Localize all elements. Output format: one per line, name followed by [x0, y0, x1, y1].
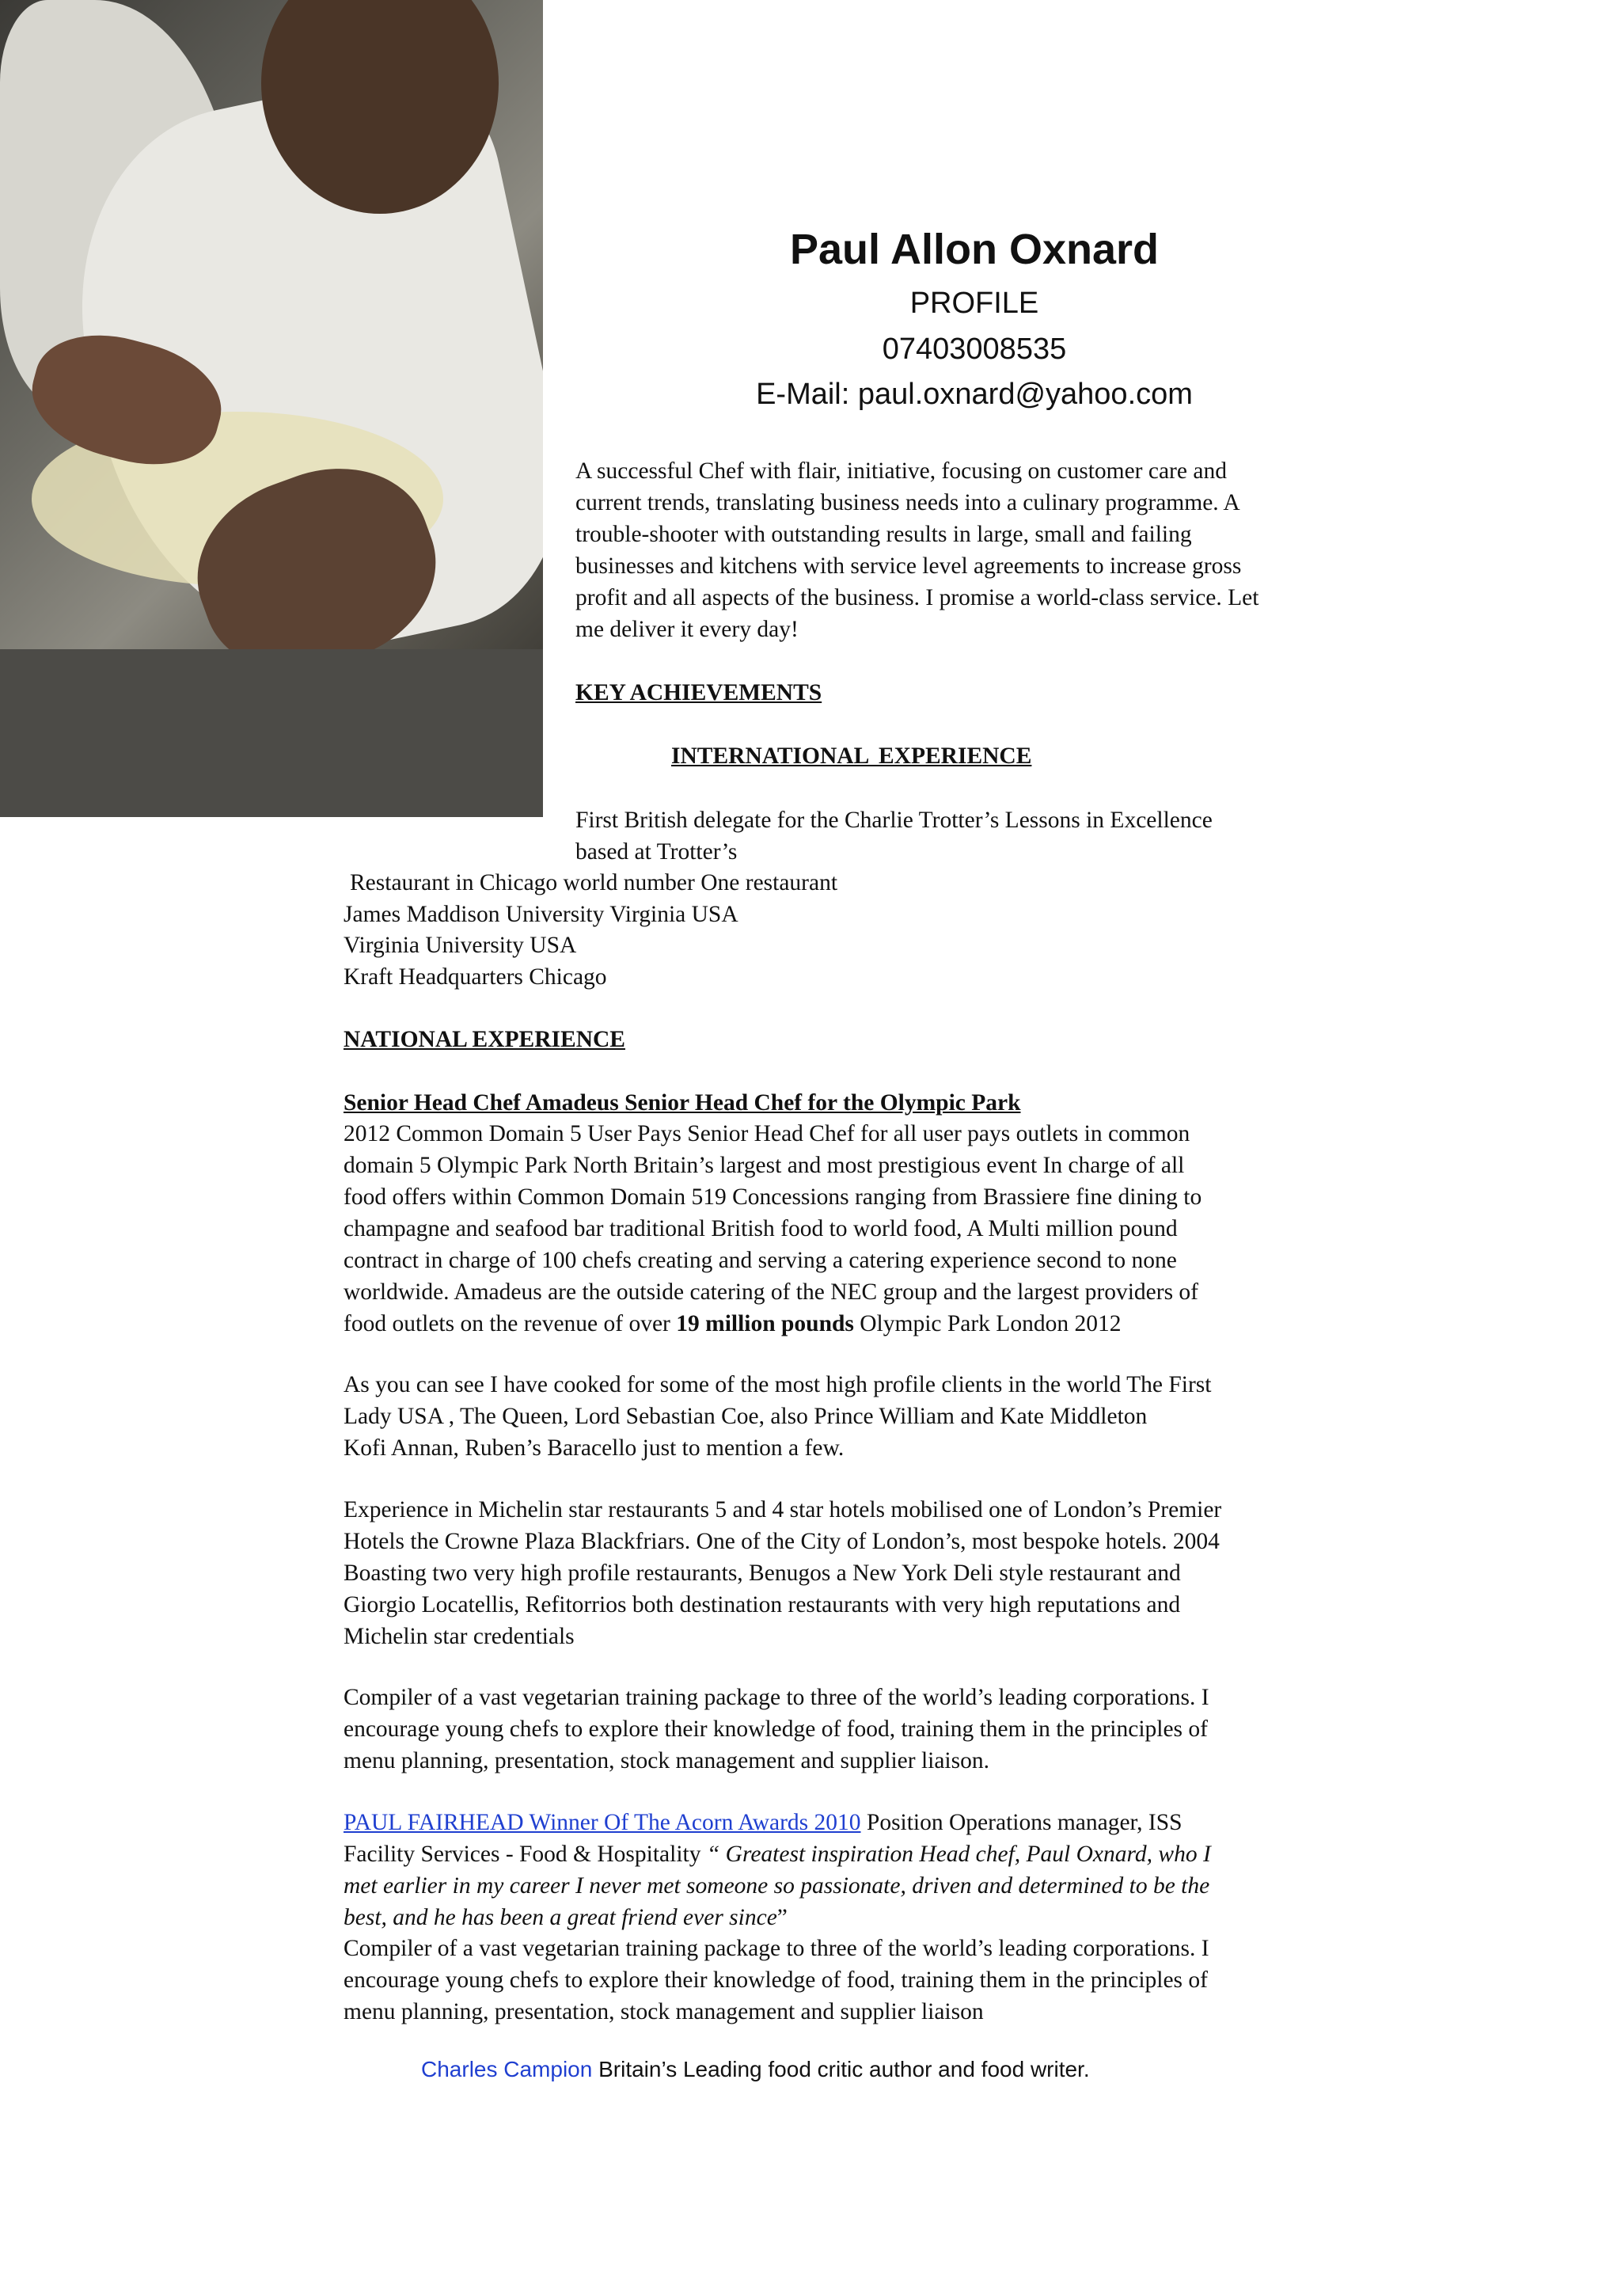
critic-description: Britain’s Leading food critic author and food writer. — [592, 2057, 1090, 2081]
phone-number: 07403008535 — [882, 333, 1067, 366]
testimonial-paragraph — [344, 1807, 1396, 1933]
key-achievements-heading: KEY ACHIEVEMENTS — [575, 680, 822, 705]
text-line: Compiler of a vast vegetarian training package to three of the world’s leading corporations. I — [344, 1936, 1209, 1961]
quote-text: “ Greatest inspiration Head chef, Paul Oxnard, who I — [706, 1842, 1211, 1867]
international-heading: INTERNATIONAL EXPERIENCE — [671, 743, 1032, 769]
intro-paragraph — [575, 455, 1391, 645]
text-line: menu planning, presentation, stock management and supplier liaison — [344, 1999, 984, 2024]
text-line: Hotels the Crowne Plaza Blackfriars. One of the City of London’s, most bespoke hotels. 2004 — [344, 1529, 1220, 1554]
text-line: champagne and seafood bar traditional British food to world food, A Multi million pound — [344, 1216, 1178, 1241]
quote-text: best, and he has been a great friend ever since — [344, 1905, 777, 1930]
compiler-paragraph — [344, 1682, 1396, 1777]
text-line: As you can see I have cooked for some of the most high profile clients in the world The First — [344, 1372, 1212, 1397]
text-line — [344, 1870, 1396, 1902]
email-address: E-Mail: paul.oxnard@yahoo.com — [756, 378, 1193, 411]
text-line — [344, 1308, 1396, 1340]
text-line: domain 5 Olympic Park North Britain’s largest and most prestigious event In charge of all — [344, 1153, 1185, 1178]
text-span: ” — [776, 1905, 788, 1930]
text-line: businesses and kitchens with service level agreements to increase gross — [575, 553, 1242, 579]
compiler-paragraph-2 — [344, 1933, 1396, 2028]
senior-chef-heading: Senior Head Chef Amadeus Senior Head Chef for the Olympic Park — [344, 1090, 1021, 1116]
text-line: trouble-shooter with outstanding results in large, small and failing — [575, 522, 1192, 547]
text-span: Olympic Park London 2012 — [853, 1311, 1122, 1336]
text-line: contract in charge of 100 chefs creating and serving a catering experience second to none — [344, 1248, 1177, 1273]
text-span: Position Operations manager, ISS — [860, 1810, 1183, 1835]
text-line: encourage young chefs to explore their knowledge of food, training them in the principles of — [344, 1716, 1208, 1742]
intl-line: based at Trotter’s — [575, 839, 738, 865]
olympic-paragraph — [344, 1118, 1396, 1340]
intl-line: Virginia University USA — [344, 933, 577, 958]
text-line: Boasting two very high profile restaurants, Benugos a New York Deli style restaurant and — [344, 1560, 1181, 1586]
national-heading: NATIONAL EXPERIENCE — [344, 1027, 625, 1052]
text-line — [344, 1838, 1396, 1870]
text-line — [344, 1807, 1396, 1838]
text-line: worldwide. Amadeus are the outside catering of the NEC group and the largest providers of — [344, 1279, 1199, 1305]
text-line: me deliver it every day! — [575, 617, 799, 642]
text-span: food outlets on the revenue of over — [344, 1311, 677, 1336]
profile-label: PROFILE — [909, 287, 1039, 320]
revenue-figure: 19 million pounds — [676, 1311, 854, 1336]
text-line: Experience in Michelin star restaurants 5 and 4 star hotels mobilised one of London’s Premier — [344, 1497, 1222, 1522]
clients-paragraph — [344, 1369, 1396, 1464]
person-name: Paul Allon Oxnard — [789, 226, 1160, 273]
paul-fairhead-link[interactable]: PAUL FAIRHEAD Winner Of The Acorn Awards 2010 — [344, 1810, 861, 1835]
text-line — [344, 1902, 1396, 1933]
critic-caption — [421, 2057, 1090, 2082]
text-line: profit and all aspects of the business. I promise a world-class service. Let — [575, 585, 1259, 610]
text-line: current trends, translating business needs into a culinary programme. A — [575, 490, 1240, 515]
text-line: Lady USA , The Queen, Lord Sebastian Coe, also Prince William and Kate Middleton — [344, 1404, 1148, 1429]
text-line: A successful Chef with flair, initiative, focusing on customer care and — [575, 458, 1227, 484]
text-line: Kofi Annan, Ruben’s Baracello just to mention a few. — [344, 1435, 845, 1461]
intl-line: James Maddison University Virginia USA — [344, 902, 738, 927]
quote-text: met earlier in my career I never met someone so passionate, driven and determined to be the — [344, 1873, 1210, 1899]
intl-line: Kraft Headquarters Chicago — [344, 964, 607, 990]
intl-line: First British delegate for the Charlie Trotter’s Lessons in Excellence — [575, 808, 1213, 833]
text-line: 2012 Common Domain 5 User Pays Senior Head Chef for all user pays outlets in common — [344, 1121, 1190, 1146]
text-line: encourage young chefs to explore their knowledge of food, training them in the principles of — [344, 1967, 1208, 1993]
photo-shape — [0, 649, 543, 817]
text-line: Michelin star credentials — [344, 1624, 575, 1649]
critic-name: Charles Campion — [421, 2057, 593, 2081]
text-span: Facility Services - Food & Hospitality — [344, 1842, 707, 1867]
text-line: Giorgio Locatellis, Refitorrios both destination restaurants with very high reputations and — [344, 1592, 1181, 1617]
text-line: food offers within Common Domain 519 Concessions ranging from Brassiere fine dining to — [344, 1184, 1202, 1210]
text-line: menu planning, presentation, stock management and supplier liaison. — [344, 1748, 989, 1773]
michelin-paragraph — [344, 1494, 1396, 1652]
chef-photo — [0, 0, 543, 817]
intl-line: Restaurant in Chicago world number One restaurant — [350, 870, 838, 895]
text-line: Compiler of a vast vegetarian training package to three of the world’s leading corporations. I — [344, 1685, 1209, 1710]
